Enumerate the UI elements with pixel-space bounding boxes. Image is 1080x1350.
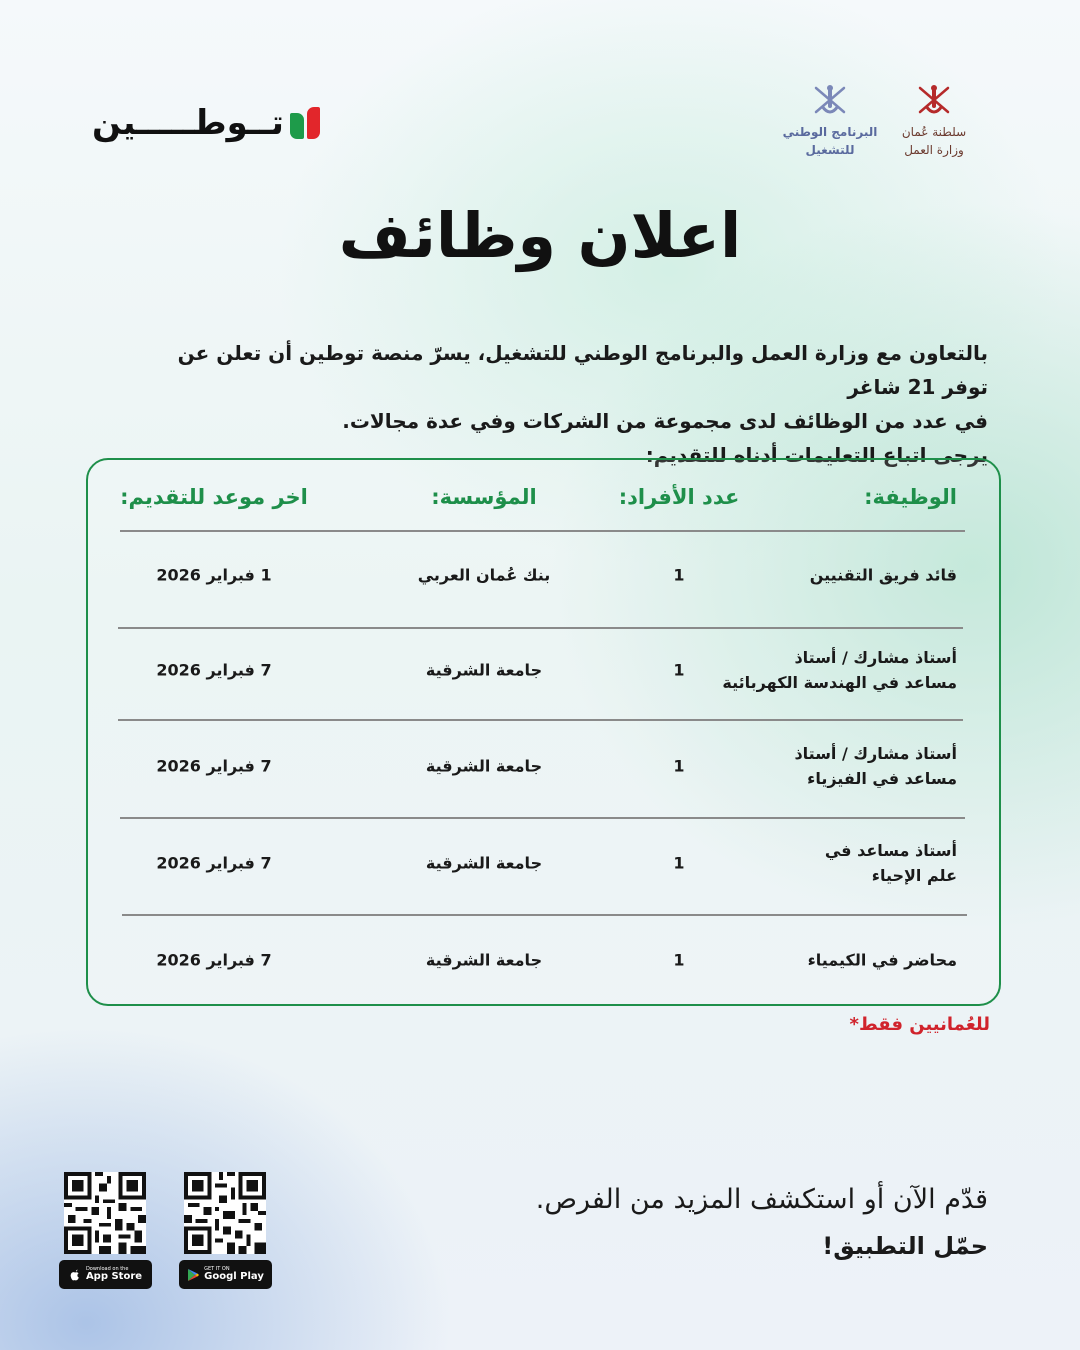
intro-line-1: بالتعاون مع وزارة العمل والبرنامج الوطني للتشغيل، يسرّ منصة توطين أن تعلن عن توفر 21 شاغر [177, 341, 988, 399]
job-title-line-2: علم الإحياء [871, 866, 957, 885]
cta-line-1: قدّم الآن أو استكشف المزيد من الفرص. [535, 1184, 988, 1215]
google-play-small-text: GET IT ON [204, 1266, 230, 1272]
job-title-line-2: مساعد في الهندسة الكهربائية [722, 673, 957, 692]
tawteen-logo [92, 103, 320, 143]
job-title-line-1: أستاذ مساعد في [824, 841, 957, 860]
table-row [88, 833, 999, 893]
job-deadline: 7 فبراير 2026 [156, 660, 272, 680]
table-divider [118, 627, 963, 629]
page-title: اعلان وظائف [338, 199, 742, 272]
job-count: 1 [673, 660, 685, 680]
table-divider [120, 530, 965, 532]
job-count: 1 [673, 756, 685, 776]
job-deadline: 7 فبراير 2026 [156, 853, 272, 873]
job-org: جامعة الشرقية [425, 950, 543, 970]
app-store-badge[interactable] [59, 1260, 152, 1289]
intro-text [128, 336, 988, 472]
google-play-badge[interactable] [179, 1260, 272, 1289]
job-deadline: 7 فبراير 2026 [156, 756, 272, 776]
job-deadline: 7 فبراير 2026 [156, 950, 272, 970]
table-header-row [88, 480, 999, 520]
intro-line-3: يرجى اتباع التعليمات أدناه للتقديم: [645, 443, 988, 467]
job-title-line-1: محاضر في الكيمياء [807, 950, 957, 970]
oman-emblem-icon [914, 82, 954, 122]
job-count: 1 [673, 565, 685, 585]
google-play-icon [186, 1268, 200, 1282]
table-row [88, 545, 999, 605]
job-count: 1 [673, 950, 685, 970]
app-store-download[interactable] [58, 1172, 152, 1289]
job-org: جامعة الشرقية [425, 756, 543, 776]
job-count: 1 [673, 853, 685, 873]
government-logos [782, 82, 974, 158]
header-count: عدد الأفراد: [618, 485, 740, 509]
table-divider [118, 719, 963, 721]
ministry-caption-1: سلطنة عُمان [901, 125, 967, 139]
program-emblem-icon [810, 82, 850, 122]
qr-code-icon[interactable] [184, 1172, 266, 1254]
omanis-only-note: للعُمانيين فقط* [849, 1014, 990, 1035]
google-play-download[interactable] [178, 1172, 272, 1289]
program-caption-1: البرنامج الوطني [782, 125, 878, 139]
job-org: جامعة الشرقية [425, 660, 543, 680]
tawteen-logo-icon [290, 107, 320, 139]
job-title-line-1: أستاذ مشارك / أستاذ [794, 744, 957, 763]
table-row [88, 640, 999, 700]
tawteen-brand-word: تــوطـــــين [92, 103, 284, 143]
jobs-table [86, 458, 1001, 1006]
national-employment-program-logo [782, 82, 878, 158]
google-play-big-text: Googl Play [204, 1271, 264, 1282]
app-store-big-text: App Store [85, 1271, 143, 1282]
table-row [88, 930, 999, 990]
cta-line-2: حمّل التطبيق! [822, 1232, 988, 1260]
table-row [88, 736, 999, 796]
table-divider [120, 817, 965, 819]
table-divider [122, 914, 967, 916]
job-title-line-1: قائد فريق التقنيين [809, 565, 957, 585]
call-to-action [536, 1178, 988, 1266]
program-caption-2: للتشغيل [805, 143, 855, 157]
ministry-of-labour-logo [894, 82, 974, 158]
intro-line-2: في عدد من الوظائف لدى مجموعة من الشركات وفي عدة مجالات. [342, 409, 988, 433]
job-title-line-1: أستاذ مشارك / أستاذ [794, 648, 957, 667]
header-deadline: اخر موعد للتقديم: [120, 485, 308, 509]
app-store-small-text: Download on the [85, 1266, 129, 1272]
job-org: بنك عُمان العربي [417, 565, 551, 585]
apple-icon [68, 1268, 82, 1282]
job-deadline: 1 فبراير 2026 [156, 565, 272, 585]
job-title-line-2: مساعد في الفيزياء [807, 769, 957, 788]
qr-code-icon[interactable] [64, 1172, 146, 1254]
job-org: جامعة الشرقية [425, 853, 543, 873]
header-job: الوظيفة: [864, 485, 957, 509]
ministry-caption-2: وزارة العمل [904, 143, 964, 157]
header-org: المؤسسة: [431, 485, 537, 509]
